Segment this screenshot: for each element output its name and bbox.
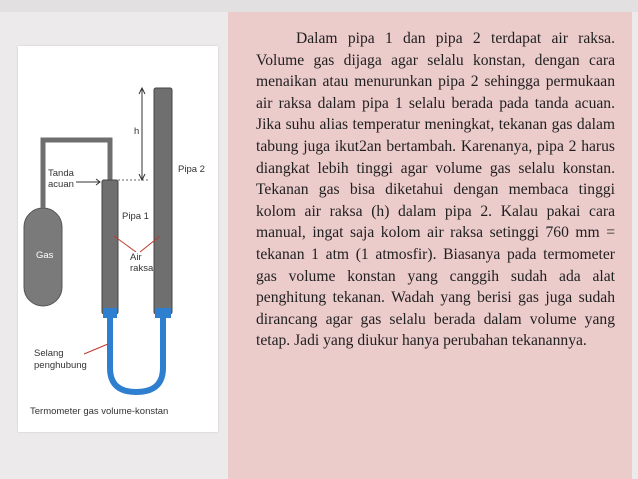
diagram-graphic (18, 46, 218, 432)
thermometer-diagram (18, 46, 218, 432)
hose-label-line-1: Selang (34, 348, 64, 359)
hose-label-line-2: penghubung (34, 360, 87, 371)
pipe-1-label: Pipa 1 (122, 211, 149, 222)
hose-arrow (84, 344, 108, 354)
pipe-2 (154, 88, 172, 314)
h-label: h (134, 126, 140, 137)
mercury-label-line-2: raksa (130, 263, 154, 274)
marker-label-line-1: Tanda (48, 168, 74, 179)
connecting-hose (110, 316, 163, 392)
mercury-label-line-1: Air (130, 252, 142, 263)
background-band (0, 0, 638, 12)
explanation-paragraph: Dalam pipa 1 dan pipa 2 terdapat air raksa. Volume gas dijaga agar selalu konstan, dengan cara menaikan atau menurunkan pipa 2 sehingga permukaan air raksa dalam pipa 1 selalu berada pada tanda acuan. Jika suhu alias temperatur meningkat, tekanan gas dalam tabung juga ikut2an bertambah. Karenanya, pipa 2 harus diangkat lebih tinggi agar volume gas selalu konstan. Tekanan gas bisa diketahui dengan membaca tinggi kolom air raksa (h) dalam pipa 2. Kalau pakai cara manual, ingat saja kolom air raksa setinggi 760 mm = tekanan 1 atm (1 atmosfir). Biasanya pada termometer gas volume konstan yang canggih sudah ada alat penghitung tekanan. Wadah yang berisi gas juga sudah dirancang agar gas selalu berada dalam volume yang tetap. Jadi yang diukur hanya perubahan tekanannya. (256, 30, 615, 350)
diagram-caption: Termometer gas volume-konstan (30, 406, 169, 417)
pipe-1 (102, 180, 118, 314)
marker-label-line-2: acuan (48, 179, 74, 190)
gas-label: Gas (36, 250, 54, 261)
pipe-2-label: Pipa 2 (178, 164, 205, 175)
explanation-card (228, 12, 632, 479)
